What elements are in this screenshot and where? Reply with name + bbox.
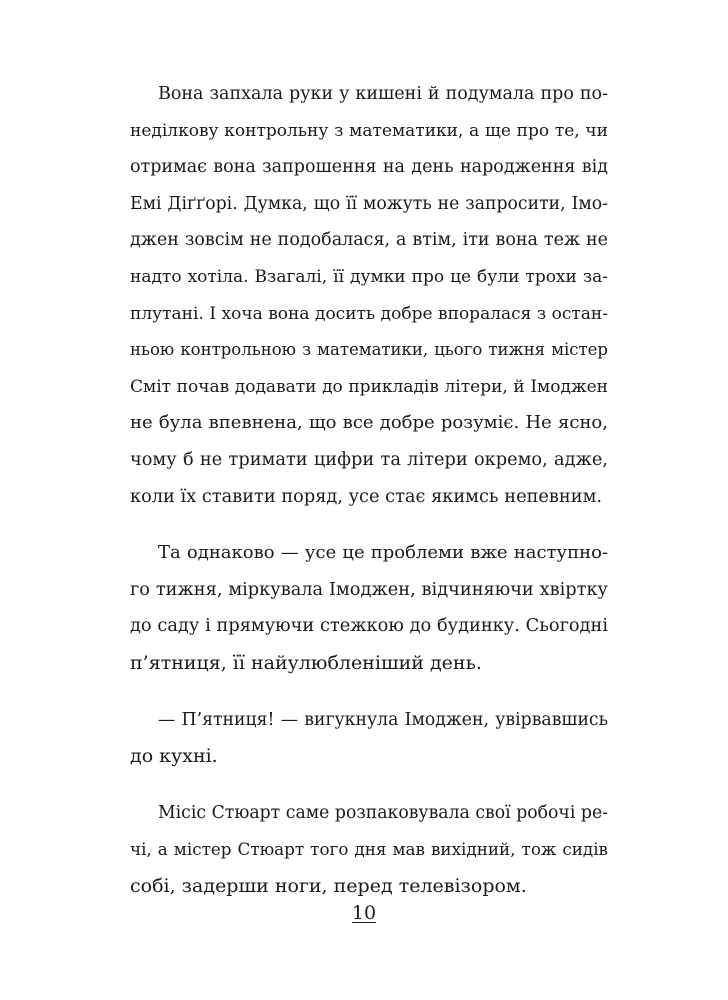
- paragraph-gap: [130, 515, 608, 535]
- text-line: собі, задерши ноги, перед телевізором.: [130, 874, 527, 897]
- paragraph-3: [130, 702, 608, 775]
- paragraph-4: [130, 795, 608, 905]
- text-line: Та однаково — усе це проблеми вже наступно-: [158, 542, 608, 564]
- text-line: Емі Діґґорі. Думка, що її можуть не запросити, Імо-: [130, 193, 608, 214]
- paragraph-2: [130, 535, 608, 681]
- text-line: Вона запхала руки у кишені й подумала про по-: [158, 84, 608, 104]
- text-line: Сміт почав додавати до прикладів літери, й Імоджен: [130, 376, 608, 397]
- text-line: надто хотіла. Взагалі, її думки про це були трохи за-: [130, 266, 608, 287]
- text-line: Місіс Стюарт саме розпаковувала свої робочі ре-: [158, 802, 608, 823]
- text-line: коли їх ставити поряд, усе стає якимсь непевним.: [130, 486, 603, 507]
- text-line: джен зовсім не подобалася, а втім, іти вона теж не: [130, 230, 608, 251]
- text-line: чому б не тримати цифри та літери окремо, адже,: [130, 449, 608, 470]
- text-line: п’ятниця, її найулюбленіший день.: [130, 651, 482, 674]
- text-line: до саду і прямуючи стежкою до будинку. Сьогодні: [130, 616, 608, 637]
- page-number: 10: [351, 902, 377, 924]
- paragraph-gap: [130, 682, 608, 702]
- text-line: не була впевнена, що все добре розуміє. Не ясно,: [130, 412, 608, 434]
- text-line: ньою контрольною з математики, цього тижня містер: [130, 340, 608, 360]
- text-line: го тижня, міркувала Імоджен, відчиняючи хвіртку: [130, 579, 608, 600]
- text-line: до кухні.: [130, 745, 218, 768]
- text-line: неділкову контрольну з математики, а ще про те, чи: [130, 120, 608, 141]
- text-line: плутані. І хоча вона досить добре впоралася з остан-: [130, 303, 608, 324]
- text-line: отримає вона запрошення на день народження від: [130, 157, 608, 178]
- paragraph-1: [130, 76, 608, 515]
- body-text: [130, 76, 608, 904]
- text-line: чі, а містер Стюарт того дня мав вихідний, тож сидів: [130, 839, 608, 860]
- text-line: — П’ятниця! — вигукнула Імоджен, увірвавшись: [158, 709, 608, 730]
- paragraph-gap: [130, 775, 608, 795]
